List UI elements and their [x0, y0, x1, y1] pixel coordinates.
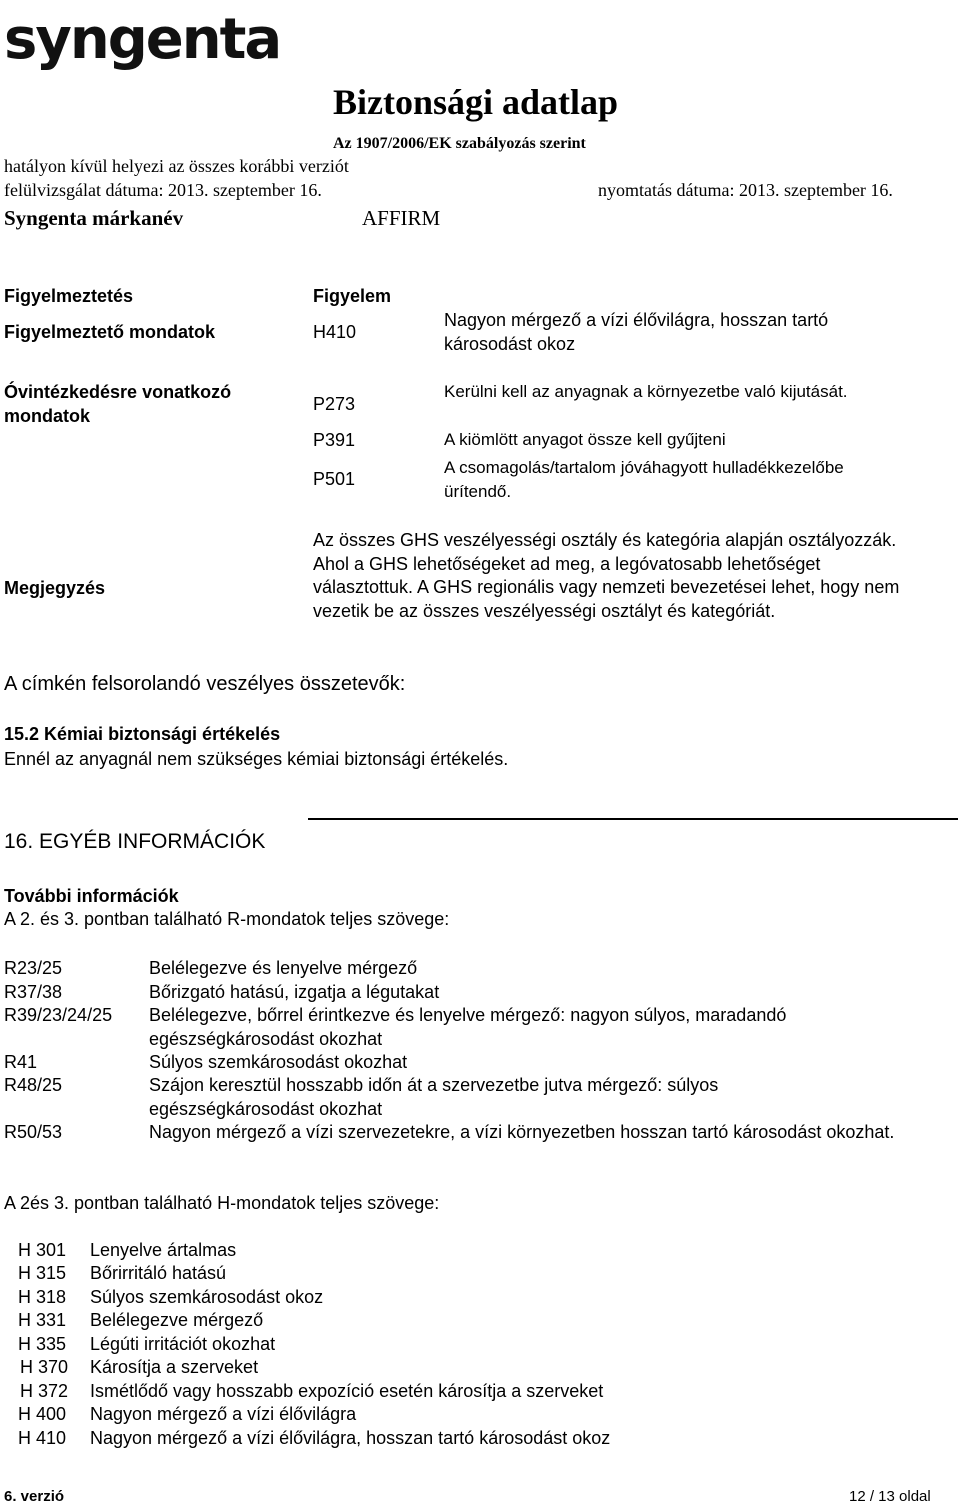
- h-phrase-code: H 372: [20, 1381, 69, 1401]
- hazard-statements-label: Figyelmeztető mondatok: [4, 322, 216, 342]
- note-text: Az összes GHS veszélyességi osztály és kategória alapján osztályozzák. Ahol a GHS lehetőségeket ad meg, a legóvatosabb lehetőséget választottuk. A GHS regionális vagy nemzeti bevezetései lehet, hogy nem vezetik be az összes veszélyességi osztályt és kategóriát.: [313, 530, 900, 621]
- h-phrase-text: Belélegezve mérgező: [90, 1310, 264, 1330]
- r-phrases-intro: A 2. és 3. pontban található R-mondatok teljes szövege:: [4, 909, 450, 929]
- list-item: [18, 1427, 611, 1451]
- r-phrase-text: Belélegezve és lenyelve mérgező: [149, 958, 418, 978]
- h-phrase-text: Károsítja a szerveket: [90, 1357, 259, 1377]
- hazard-text: Nagyon mérgező a vízi élővilágra, hosszan tartó károsodást okoz: [444, 310, 829, 354]
- r-phrase-code: R48/25: [4, 1075, 63, 1095]
- h-phrase-text: Nagyon mérgező a vízi élővilágra: [90, 1404, 357, 1424]
- h-phrase-code: H 301: [18, 1240, 67, 1260]
- r-phrase-text: Szájon keresztül hosszabb időn át a szervezetbe jutva mérgező: súlyos egészségkárosodást okozhat: [149, 1075, 719, 1119]
- precautionary-code: P273: [313, 394, 356, 414]
- list-item: [18, 1333, 276, 1357]
- h-phrase-code: H 318: [18, 1287, 67, 1307]
- r-phrase-text: Nagyon mérgező a vízi szervezetekre, a vízi környezetben hosszan tartó károsodást okozhat.: [149, 1122, 895, 1142]
- section-divider: [308, 818, 958, 820]
- section-15-2-text: Ennél az anyagnál nem szükséges kémiai biztonsági értékelés.: [4, 749, 509, 769]
- note-label: Megjegyzés: [4, 578, 106, 598]
- r-phrase-text: Súlyos szemkárosodást okozhat: [149, 1052, 408, 1072]
- h-phrase-text: Bőrirritáló hatású: [90, 1263, 227, 1283]
- precautionary-code: P501: [313, 469, 356, 489]
- document-title: Biztonsági adatlap: [333, 82, 619, 122]
- r-phrase-text: Bőrizgató hatású, izgatja a légutakat: [149, 982, 440, 1002]
- list-item: [18, 1403, 357, 1427]
- precautionary-text: A kiömlött anyagot össze kell gyűjteni: [444, 430, 726, 449]
- h-phrase-code: H 400: [18, 1404, 67, 1424]
- r-phrase-text: Belélegezve, bőrrel érintkezve és lenyelve mérgező: nagyon súlyos, maradandó egészségkárosodást okozhat: [149, 1005, 787, 1049]
- r-phrase-code: R41: [4, 1052, 38, 1072]
- h-phrase-text: Súlyos szemkárosodást okoz: [90, 1287, 324, 1307]
- h-phrase-text: Ismétlődő vagy hosszabb expozíció esetén károsítja a szerveket: [90, 1381, 604, 1401]
- list-item: [18, 1239, 237, 1263]
- precautionary-text: Kerülni kell az anyagnak a környezetbe való kijutását.: [444, 382, 848, 401]
- precautionary-code: P391: [313, 430, 356, 450]
- r-phrase-code: R39/23/24/25: [4, 1005, 113, 1025]
- list-item: [20, 1380, 604, 1404]
- r-phrase-code: R37/38: [4, 982, 63, 1002]
- list-item: [18, 1286, 324, 1310]
- precautionary-label: Óvintézkedésre vonatkozó mondatok: [4, 382, 232, 426]
- page-number: 12 / 13 oldal: [849, 1488, 931, 1505]
- r-phrase-code: R50/53: [4, 1122, 63, 1142]
- product-name: AFFIRM: [362, 206, 441, 230]
- h-phrases-intro: A 2és 3. pontban található H-mondatok teljes szövege:: [4, 1193, 440, 1213]
- precautionary-text: A csomagolás/tartalom jóváhagyott hulladékkezelőbe ürítendő.: [444, 458, 844, 501]
- h-phrase-code: H 370: [20, 1357, 69, 1377]
- h-phrase-code: H 315: [18, 1263, 67, 1283]
- signal-word-label: Figyelmeztetés: [4, 286, 134, 306]
- hazardous-components-label: A címkén felsorolandó veszélyes összetevők:: [4, 673, 406, 695]
- further-info-heading: További információk: [4, 886, 179, 906]
- syngenta-logo: syngenta: [4, 7, 281, 72]
- h-phrase-code: H 410: [18, 1428, 67, 1448]
- hazard-code: H410: [313, 322, 357, 342]
- list-item: [20, 1356, 259, 1380]
- h-phrase-code: H 335: [18, 1334, 67, 1354]
- h-phrase-text: Légúti irritációt okozhat: [90, 1334, 276, 1354]
- section-15-2-heading: 15.2 Kémiai biztonsági értékelés: [4, 724, 281, 744]
- section-16-heading: 16. EGYÉB INFORMÁCIÓK: [4, 830, 266, 853]
- h-phrase-text: Lenyelve ártalmas: [90, 1240, 237, 1260]
- h-phrase-text: Nagyon mérgező a vízi élővilágra, hosszan tartó károsodást okoz: [90, 1428, 611, 1448]
- list-item: [18, 1262, 227, 1286]
- print-date: nyomtatás dátuma: 2013. szeptember 16.: [598, 180, 893, 200]
- regulation-note: Az 1907/2006/EK szabályozás szerint: [333, 135, 586, 152]
- list-item: [18, 1309, 264, 1333]
- h-phrase-code: H 331: [18, 1310, 67, 1330]
- brand-label: Syngenta márkanév: [4, 206, 184, 230]
- revision-date: felülvizsgálat dátuma: 2013. szeptember 16.: [4, 180, 322, 200]
- supersedes-note: hatályon kívül helyezi az összes korábbi verziót: [4, 156, 349, 176]
- version-label: 6. verzió: [4, 1488, 65, 1505]
- r-phrase-code: R23/25: [4, 958, 63, 978]
- signal-word-value: Figyelem: [313, 286, 392, 306]
